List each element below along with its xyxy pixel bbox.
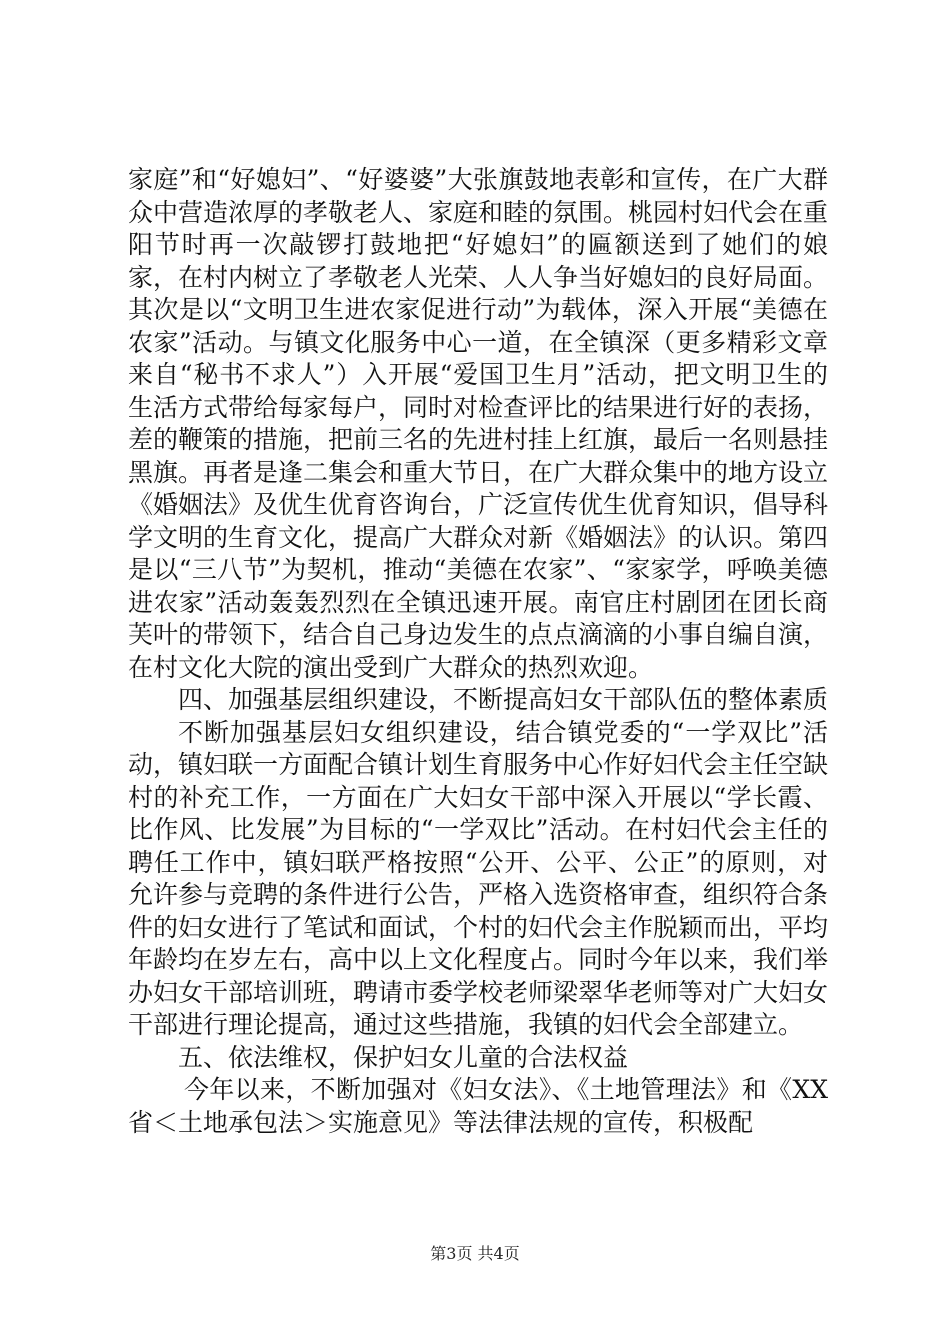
page-number-footer: 第3页 共4页 [430, 1244, 520, 1263]
document-body [128, 164, 828, 1139]
paragraph-section-5: 今年以来，不断加强对《妇女法》、《土地管理法》和《XX省＜土地承包法＞实施意见》等法律法规的宣传，积极配 [128, 1075, 828, 1137]
paragraph-continued: 家庭”和“好媳妇”、“好婆婆”大张旗鼓地表彰和宣传，在广大群众中营造浓厚的孝敬老人、家庭和睦的氛围。桃园村妇代会在重阳节时再一次敲锣打鼓地把“好媳妇”的匾额送到了她们的娘家，在村内树立了孝敬老人光荣、人人争当好媳妇的良好局面。其次是以“文明卫生进农家促进行动”为载体，深入开展“美德在农家”活动。与镇文化服务中心一道，在全镇深（更多精彩文章来自“秘书不求人”）入开展“爱国卫生月”活动，把文明卫生的生活方式带给每家每户，同时对检查评比的结果进行好的表扬，差的鞭策的措施，把前三名的先进村挂上红旗，最后一名则悬挂黑旗。再者是逢二集会和重大节日，在广大群众集中的地方设立《婚姻法》及优生优育咨询台，广泛宣传优生优育知识，倡导科学文明的生育文化，提高广大群众对新《婚姻法》的认识。第四是以“三八节”为契机，推动“美德在农家”、“家家学，呼唤美德进农家”活动轰轰烈烈在全镇迅速开展。南官庄村剧团在团长商芙叶的带领下，结合自己身边发生的点点滴滴的小事自编自演，在村文化大院的演出受到广大群众的热烈欢迎。 [128, 165, 829, 682]
section-heading-5: 五、依法维权，保护妇女儿童的合法权益 [178, 1042, 629, 1072]
paragraph-section-4: 不断加强基层妇女组织建设，结合镇党委的“一学双比”活动，镇妇联一方面配合镇计划生育服务中心作好妇代会主任空缺村的补充工作，一方面在广大妇女干部中深入开展以“学长霞、比作风、比发展”为目标的“一学双比”活动。在村妇代会主任的聘任工作中，镇妇联严格按照“公开、公平、公正”的原则，对允许参与竞聘的条件进行公告，严格入选资格审查，组织符合条件的妇女进行了笔试和面试，个村的妇代会主作脱颖而出，平均年龄均在岁左右，高中以上文化程度占。同时今年以来，我们举办妇女干部培训班，聘请市委学校老师梁翠华老师等对广大妇女干部进行理论提高，通过这些措施，我镇的妇代会全部建立。 [128, 717, 829, 1039]
section-heading-4: 四、加强基层组织建设，不断提高妇女干部队伍的整体素质 [178, 685, 829, 714]
